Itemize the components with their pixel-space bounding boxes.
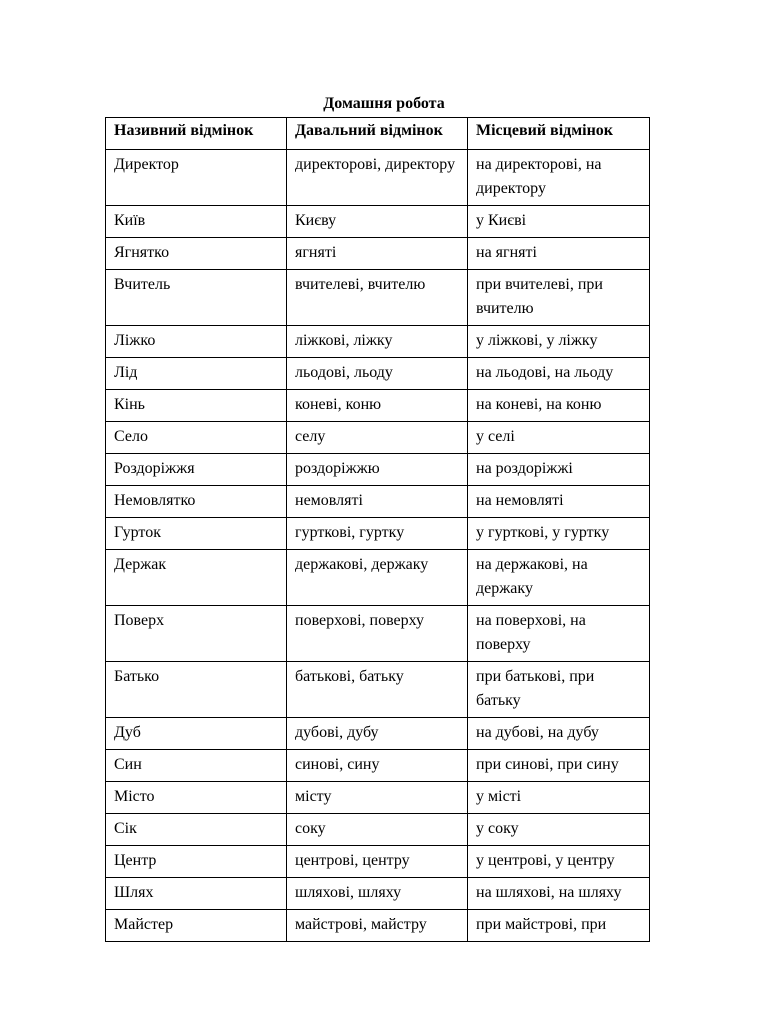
cell-nominative: Дуб [106, 718, 287, 750]
table-row [106, 486, 650, 518]
cell-locative: при вчителеві, при вчителю [468, 270, 650, 326]
table-row [106, 238, 650, 270]
cell-locative: на держакові, на держаку [468, 550, 650, 606]
cell-nominative: Поверх [106, 606, 287, 662]
cell-nominative: Шлях [106, 878, 287, 910]
cell-nominative: Ліжко [106, 326, 287, 358]
cell-locative: у місті [468, 782, 650, 814]
header-dative: Давальний відмінок [287, 118, 468, 150]
cell-nominative: Кінь [106, 390, 287, 422]
table-row [106, 662, 650, 718]
cell-nominative: Немовлятко [106, 486, 287, 518]
cell-locative: на немовляті [468, 486, 650, 518]
cell-locative: на коневі, на коню [468, 390, 650, 422]
cell-dative: роздоріжжю [287, 454, 468, 486]
cell-dative: центрові, центру [287, 846, 468, 878]
declension-table [105, 117, 650, 942]
cell-dative: вчителеві, вчителю [287, 270, 468, 326]
cell-nominative: Майстер [106, 910, 287, 942]
cell-dative: соку [287, 814, 468, 846]
cell-dative: селу [287, 422, 468, 454]
cell-nominative: Син [106, 750, 287, 782]
table-body [106, 150, 650, 942]
cell-dative: немовляті [287, 486, 468, 518]
cell-dative: гуртковi, гуртку [287, 518, 468, 550]
cell-locative: у селі [468, 422, 650, 454]
cell-dative: шляхові, шляху [287, 878, 468, 910]
cell-nominative: Директор [106, 150, 287, 206]
cell-dative: директорові, директору [287, 150, 468, 206]
cell-dative: місту [287, 782, 468, 814]
cell-locative: на ягняті [468, 238, 650, 270]
cell-locative: у центрові, у центру [468, 846, 650, 878]
cell-dative: Києву [287, 206, 468, 238]
table-row [106, 718, 650, 750]
table-row [106, 422, 650, 454]
cell-dative: майстрові, майстру [287, 910, 468, 942]
table-header-row [106, 118, 650, 150]
cell-dative: синові, сину [287, 750, 468, 782]
cell-locative: на директорові, на директору [468, 150, 650, 206]
cell-nominative: Ягнятко [106, 238, 287, 270]
cell-locative: у соку [468, 814, 650, 846]
cell-dative: коневі, коню [287, 390, 468, 422]
table-row [106, 326, 650, 358]
cell-dative: держакові, держаку [287, 550, 468, 606]
cell-nominative: Лід [106, 358, 287, 390]
cell-locative: на дубові, на дубу [468, 718, 650, 750]
table-row [106, 846, 650, 878]
cell-locative: при батькові, при батьку [468, 662, 650, 718]
table-row [106, 750, 650, 782]
cell-locative: на роздоріжжі [468, 454, 650, 486]
cell-locative: на льодові, на льоду [468, 358, 650, 390]
cell-locative: при синові, при сину [468, 750, 650, 782]
table-row [106, 606, 650, 662]
cell-nominative: Держак [106, 550, 287, 606]
table-row [106, 782, 650, 814]
table-row [106, 390, 650, 422]
cell-dative: льодові, льоду [287, 358, 468, 390]
cell-dative: батькові, батьку [287, 662, 468, 718]
cell-dative: поверхові, поверху [287, 606, 468, 662]
cell-nominative: Центр [106, 846, 287, 878]
cell-nominative: Сік [106, 814, 287, 846]
cell-nominative: Батько [106, 662, 287, 718]
table-row [106, 910, 650, 942]
cell-dative: дубові, дубу [287, 718, 468, 750]
cell-nominative: Місто [106, 782, 287, 814]
table-viewport [105, 117, 649, 933]
cell-locative: на шляхові, на шляху [468, 878, 650, 910]
cell-locative: при майстрові, при [468, 910, 650, 942]
cell-nominative: Село [106, 422, 287, 454]
cell-locative: у гуртковi, у гуртку [468, 518, 650, 550]
cell-nominative: Київ [106, 206, 287, 238]
table-row [106, 270, 650, 326]
cell-dative: ліжкові, ліжку [287, 326, 468, 358]
cell-nominative: Гурток [106, 518, 287, 550]
table-row [106, 518, 650, 550]
table-row [106, 358, 650, 390]
cell-dative: ягняті [287, 238, 468, 270]
cell-locative: у ліжкові, у ліжку [468, 326, 650, 358]
header-nominative: Називний відмінок [106, 118, 287, 150]
cell-nominative: Вчитель [106, 270, 287, 326]
table-row [106, 878, 650, 910]
table-row [106, 814, 650, 846]
cell-locative: у Києві [468, 206, 650, 238]
document-title: Домашня робота [323, 95, 445, 112]
table-row [106, 206, 650, 238]
table-row [106, 150, 650, 206]
cell-nominative: Роздоріжжя [106, 454, 287, 486]
table-row [106, 550, 650, 606]
table-row [106, 454, 650, 486]
cell-locative: на поверхові, на поверху [468, 606, 650, 662]
header-locative: Місцевий відмінок [468, 118, 650, 150]
